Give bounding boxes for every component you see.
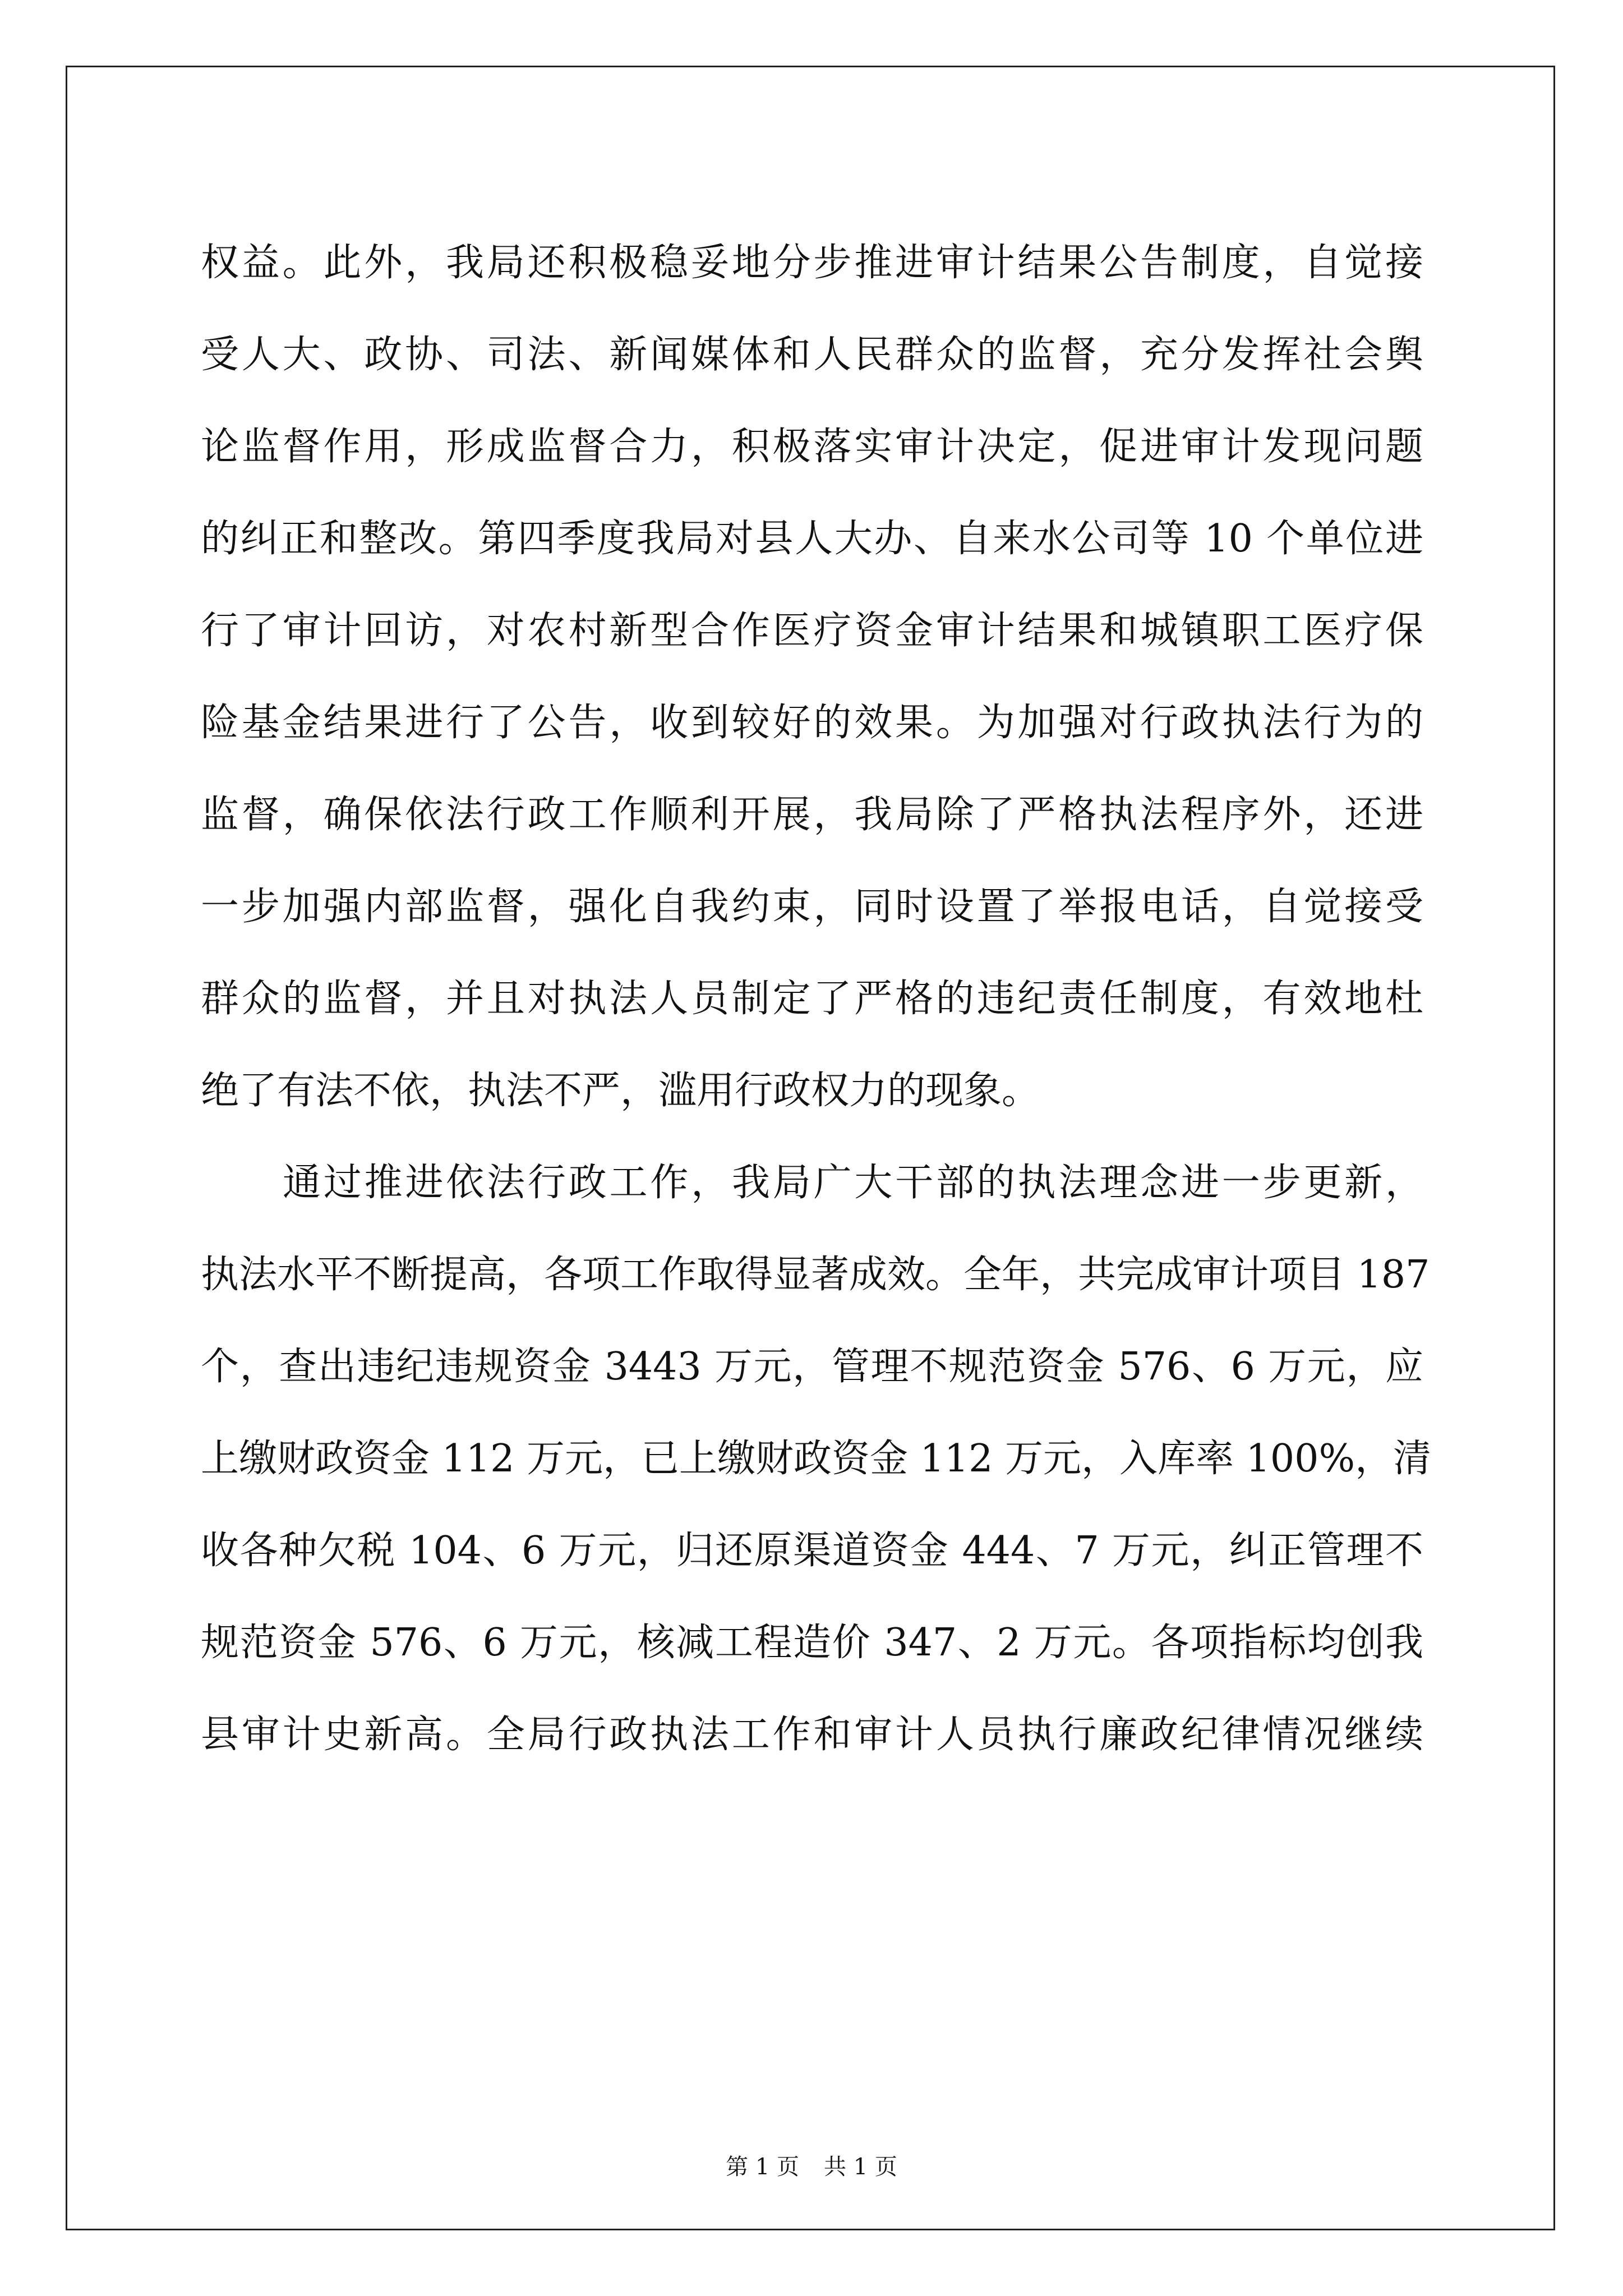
text-line: 执法水平不断提高，各项工作取得显著成效。全年，共完成审计项目 187: [201, 1253, 1430, 1297]
text-line: 县审计史新高。全局行政执法工作和审计人员执行廉政纪律情况继续: [201, 1713, 1423, 1757]
text-line: 收各种欠税 104、6 万元，归还原渠道资金 444、7 万元，纠正管理不: [201, 1529, 1423, 1573]
text-line: 监督，确保依法行政工作顺利开展，我局除了严格执法程序外，还进: [201, 793, 1423, 837]
text-line: 论监督作用，形成监督合力，积极落实审计决定，促进审计发现问题: [201, 425, 1423, 469]
paragraph-end-line: 绝了有法不依，执法不严，滥用行政权力的现象。: [201, 1069, 1040, 1113]
document-body: [201, 217, 1432, 1781]
text-line: 行了审计回访，对农村新型合作医疗资金审计结果和城镇职工医疗保: [201, 609, 1423, 653]
text-line: 险基金结果进行了公告，收到较好的效果。为加强对行政执法行为的: [201, 701, 1423, 745]
page-footer: [0, 2153, 1623, 2181]
text-line: 受人大、政协、司法、新闻媒体和人民群众的监督，充分发挥社会舆: [201, 333, 1423, 377]
page-number: 第 1 页: [726, 2154, 799, 2180]
text-line: 一步加强内部监督，强化自我约束，同时设置了举报电话，自觉接受: [201, 885, 1423, 929]
text-line: 权益。此外，我局还积极稳妥地分步推进审计结果公告制度，自觉接: [201, 241, 1423, 285]
text-line: 的纠正和整改。第四季度我局对县人大办、自来水公司等 10 个单位进: [201, 517, 1423, 561]
paragraph-first-line: 通过推进依法行政工作，我局广大干部的执法理念进一步更新，: [283, 1161, 1423, 1205]
text-line: 上缴财政资金 112 万元，已上缴财政资金 112 万元，入库率 100%，清: [201, 1437, 1432, 1481]
page-total: 共 1 页: [824, 2154, 897, 2180]
text-line: 群众的监督，并且对执法人员制定了严格的违纪责任制度，有效地杜: [201, 977, 1423, 1021]
text-line: 规范资金 576、6 万元，核减工程造价 347、2 万元。各项指标均创我: [201, 1621, 1423, 1665]
text-line: 个，查出违纪违规资金 3443 万元，管理不规范资金 576、6 万元，应: [201, 1345, 1423, 1389]
